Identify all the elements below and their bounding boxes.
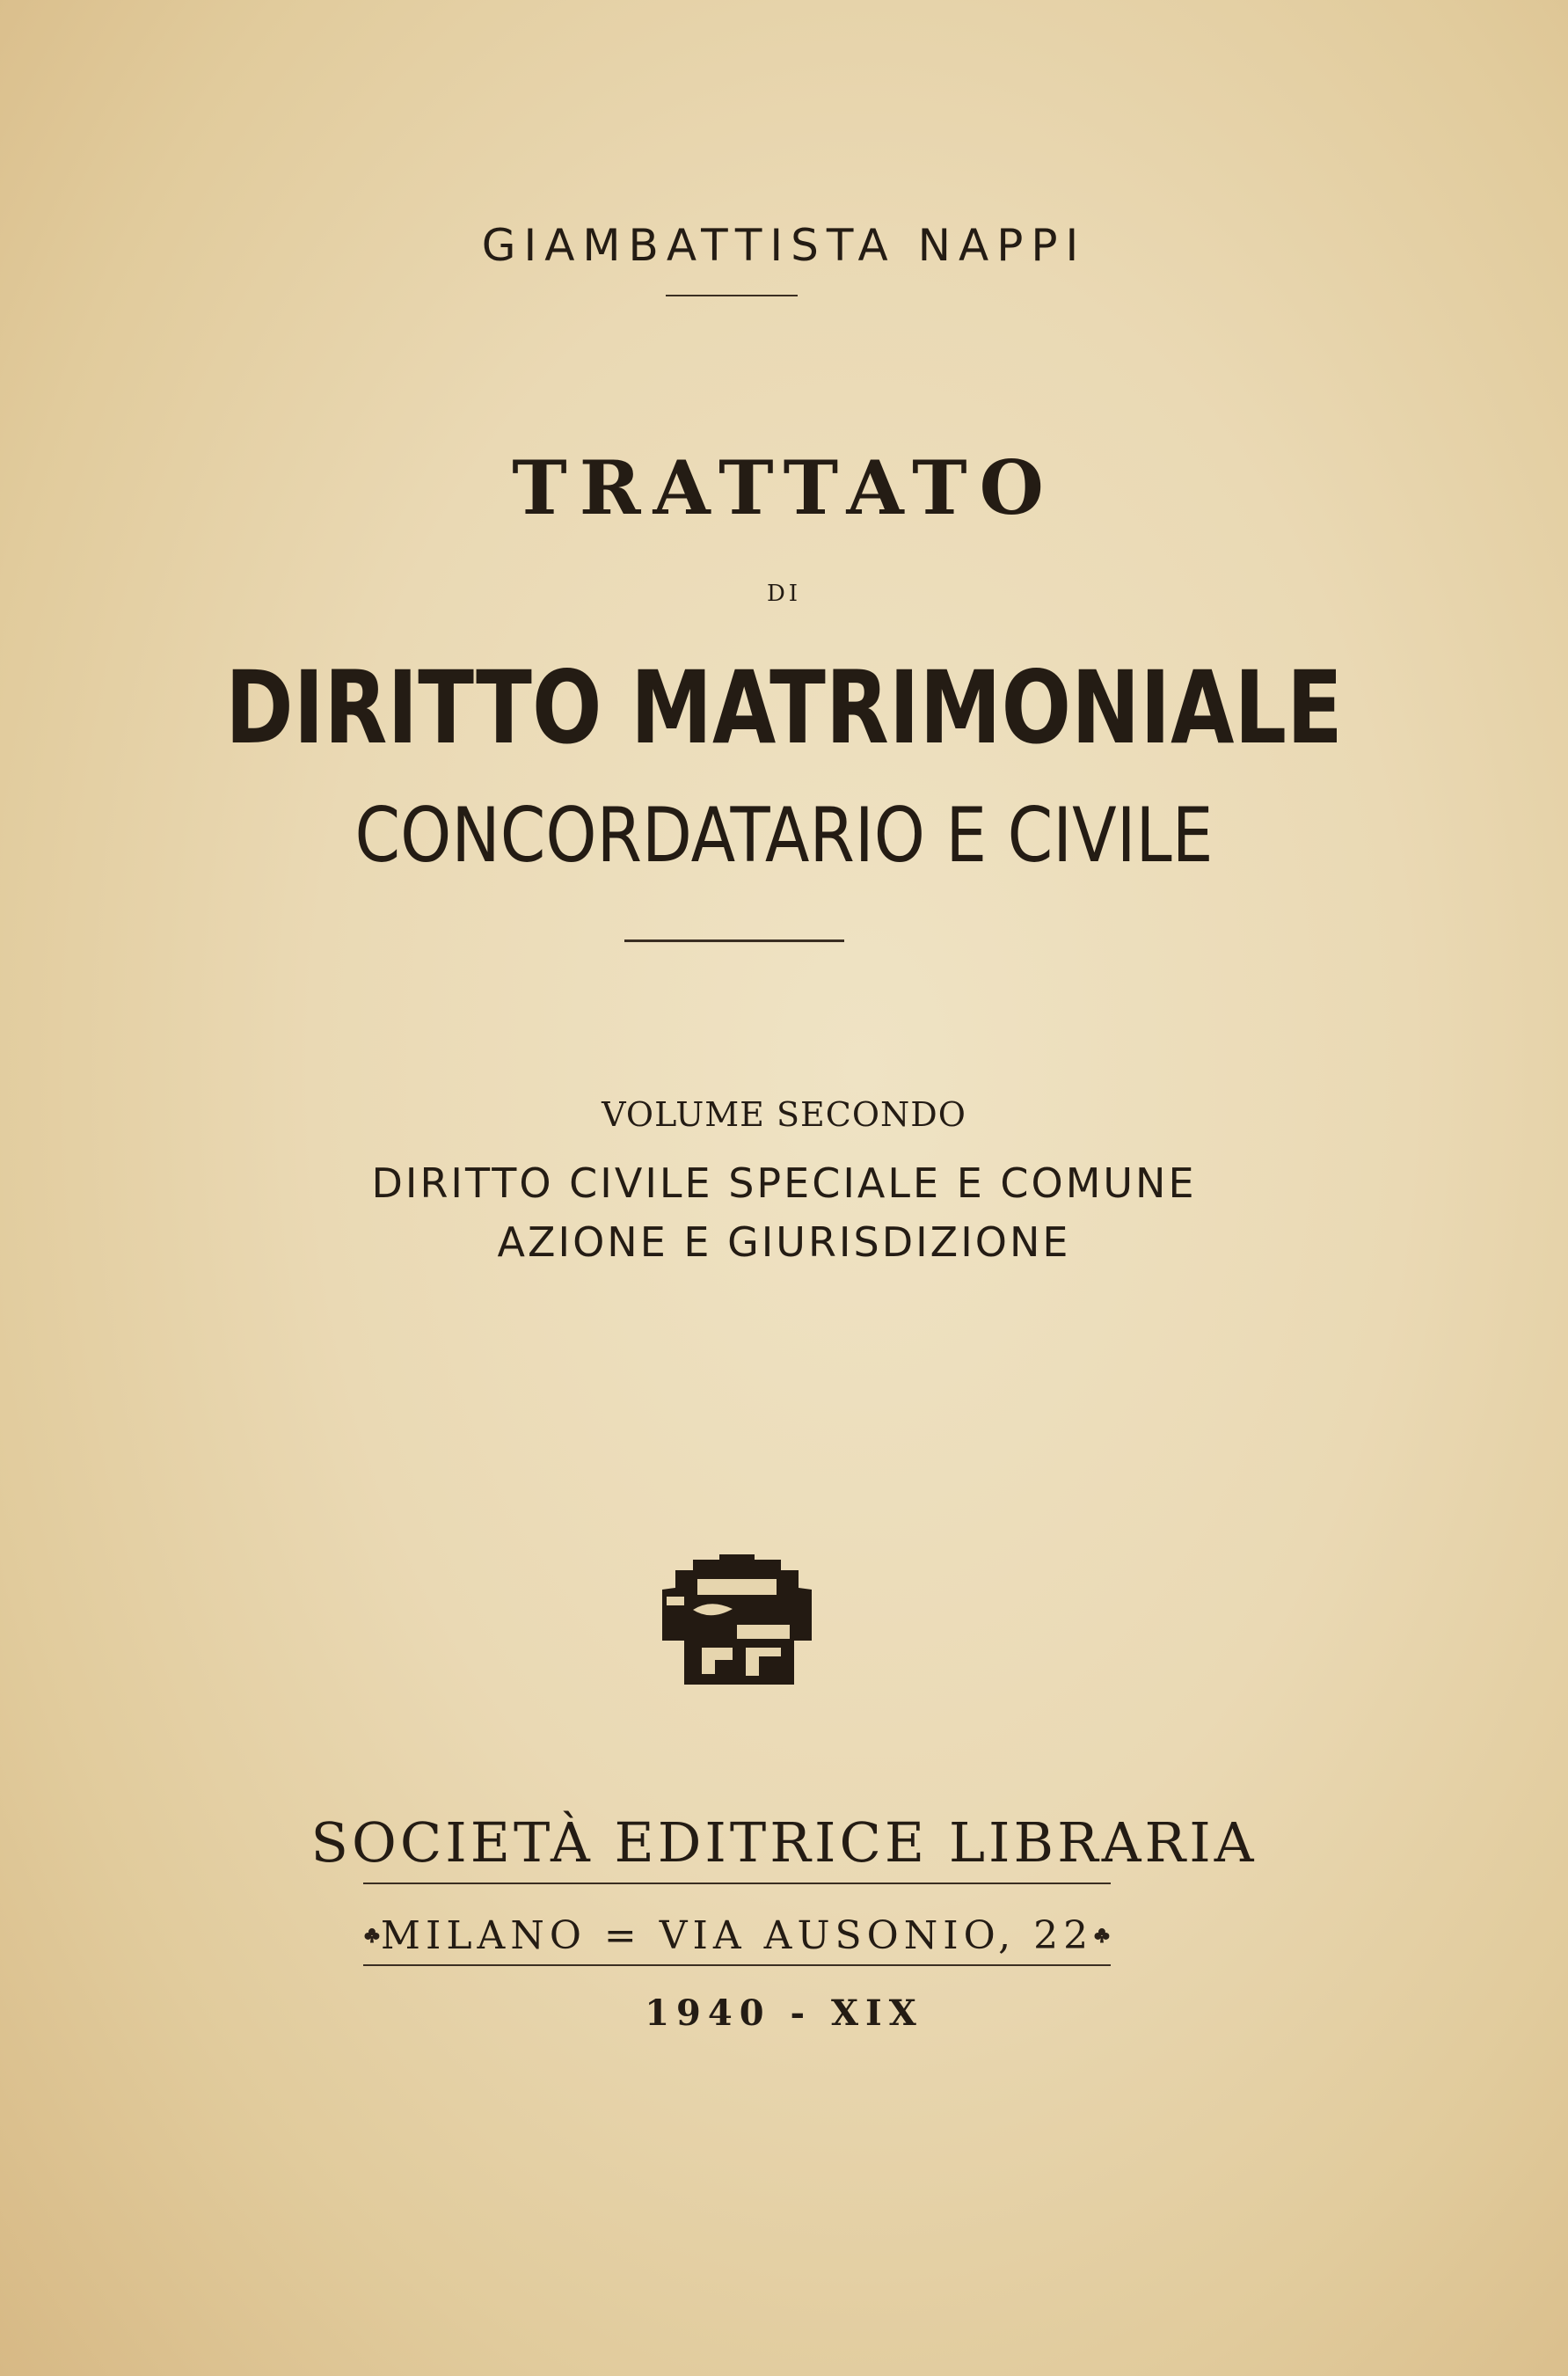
publication-year: 1940 - XIX: [645, 1992, 923, 2034]
title-subtitle-line2: CONCORDATARIO E CIVILE: [354, 792, 1214, 880]
volume-subtitle-line2: AZIONE E GIURISDIZIONE: [497, 1218, 1071, 1266]
author-name: GIAMBATTISTA NAPPI: [481, 220, 1087, 271]
author-divider: [666, 295, 798, 296]
volume-label: VOLUME SECONDO: [602, 1095, 966, 1134]
title-subtitle-line1: DIRITTO MATRIMONIALE: [225, 649, 1343, 766]
publisher-top-rule: [363, 1883, 1111, 1884]
title-connector: DI: [766, 581, 802, 607]
publisher-address-row: [363, 1909, 1111, 1962]
club-ornament-icon: [363, 1917, 381, 1954]
title-main: TRATTATO: [512, 444, 1056, 531]
volume-subtitle-line1: DIRITTO CIVILE SPECIALE E COMUNE: [371, 1159, 1197, 1207]
publisher-name: SOCIETÀ EDITRICE LIBRARIA: [310, 1810, 1258, 1875]
club-ornament-icon: [1093, 1917, 1111, 1954]
title-divider: [624, 939, 844, 942]
publisher-emblem-icon: [649, 1553, 825, 1693]
publisher-bottom-rule: [363, 1964, 1111, 1966]
publisher-address: MILANO = VIA AUSONIO, 22: [380, 1912, 1094, 1958]
